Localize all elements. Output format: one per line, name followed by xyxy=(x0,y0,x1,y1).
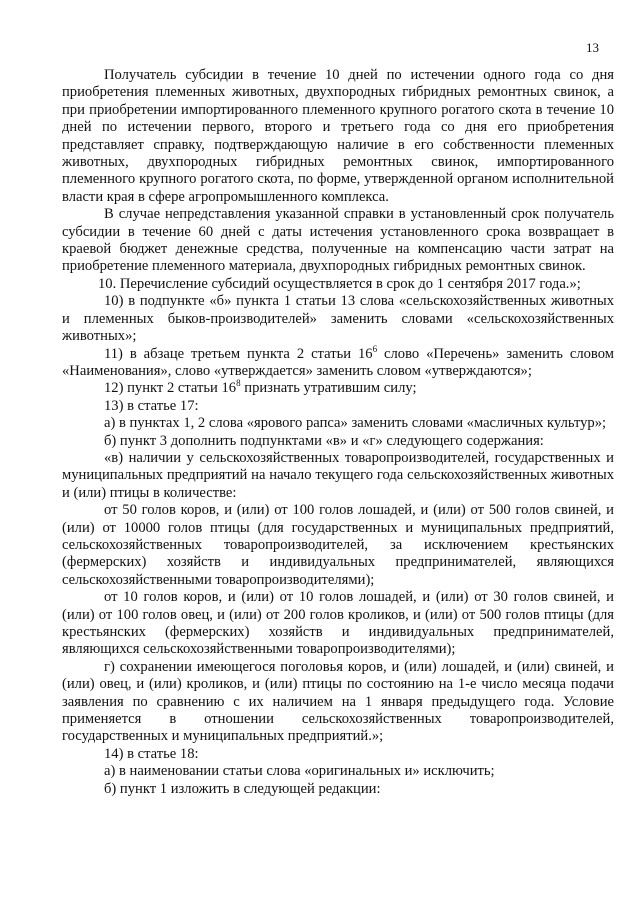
superscript: 6 xyxy=(372,343,378,354)
text-run: 12) пункт 2 статьи 16 xyxy=(104,380,237,397)
paragraph: от 50 голов коров, и (или) от 100 голов лошадей, и (или) от 500 голов свиней, и (или) от 10000 голов птицы (для государственных и муниципальных предприятий, сельскохозяйственных товаропроизводителей, за исключением крестьянских (фермерских) хозяйств и индивидуальных предпринимателей, являющихся сельскохозяйственными товаропроизводителями); xyxy=(62,502,614,588)
paragraph: б) пункт 1 изложить в следующей редакции: xyxy=(104,780,381,797)
page-number: 13 xyxy=(586,40,599,55)
paragraph: г) сохранении имеющегося поголовья коров, и (или) лошадей, и (или) свиней, и (или) овец, и (или) кроликов, и (или) птицы по состоянию на 1-е число месяца подачи заявления по сравнению с их наличием на 1 января предыдущего года. Условие применяется в отношении сельскохозяйственных товаропроизводителей, государственных и муниципальных предприятий.»; xyxy=(62,658,614,745)
document-body xyxy=(62,67,614,798)
paragraph: б) пункт 3 дополнить подпунктами «в» и «г» следующего содержания: xyxy=(104,432,544,449)
paragraph: 13) в статье 17: xyxy=(104,397,199,414)
paragraph xyxy=(62,343,614,381)
paragraph xyxy=(62,380,614,397)
text-run: 11) в абзаце третьем пункта 2 статьи 16 xyxy=(104,345,373,362)
paragraph: 10) в подпункте «б» пункта 1 статьи 13 слова «сельскохозяйственных животных и племенных быков-производителей» заменить словами «сельскохозяйственных животных»; xyxy=(62,293,614,345)
paragraph: а) в пунктах 1, 2 слова «ярового рапса» заменить словами «масличных культур»; xyxy=(104,415,607,432)
paragraph: В случае непредставления указанной справки в установленный срок получатель субсидии в течение 60 дней с даты истечения установленного срока возвращает в краевой бюджет денежные средства, полученные на компенсацию части затрат на приобретение племенного материала, двухпородных гибридных ремонтных свинок. xyxy=(62,206,614,275)
text-run: слово «Перечень» заменить словом «Наименования», слово «утверждается» заменить словом «утверждаются»; xyxy=(62,345,614,379)
paragraph: «в) наличии у сельскохозяйственных товаропроизводителей, государственных и муниципальных предприятий на начало текущего года сельскохозяйственных животных и (или) птицы в количестве: xyxy=(62,449,614,501)
paragraph: Получатель субсидии в течение 10 дней по истечении одного года со дня приобретения племенных животных, двухпородных гибридных ремонтных свинок, а при приобретении импортированного племенного крупного рогатого скота в течение 10 дней по истечении первого, второго и третьего года со дня его приобретения представляет справку, подтверждающую наличие в его собственности племенных животных, двухпородных гибридных ремонтных свинок, импортированного племенного крупного рогатого скота, по форме, утвержденной органом исполнительной власти края в сфере агропромышленного комплекса. xyxy=(62,67,614,205)
paragraph: от 10 голов коров, и (или) от 10 голов лошадей, и (или) от 30 голов свиней, и (или) от 100 голов овец, и (или) от 200 голов кроликов, и (или) от 500 голов птицы (для крестьянских (фермерских) хозяйств и индивидуальных предпринимателей, являющихся сельскохозяйственными товаропроизводителями); xyxy=(62,589,614,658)
text-run: признать утратившим силу; xyxy=(240,380,417,397)
paragraph: 10. Перечисление субсидий осуществляется в срок до 1 сентября 2017 года.»; xyxy=(98,275,581,292)
superscript: 8 xyxy=(236,378,241,389)
paragraph: 14) в статье 18: xyxy=(104,745,199,762)
paragraph: а) в наименовании статьи слова «оригинальных и» исключить; xyxy=(104,763,495,780)
